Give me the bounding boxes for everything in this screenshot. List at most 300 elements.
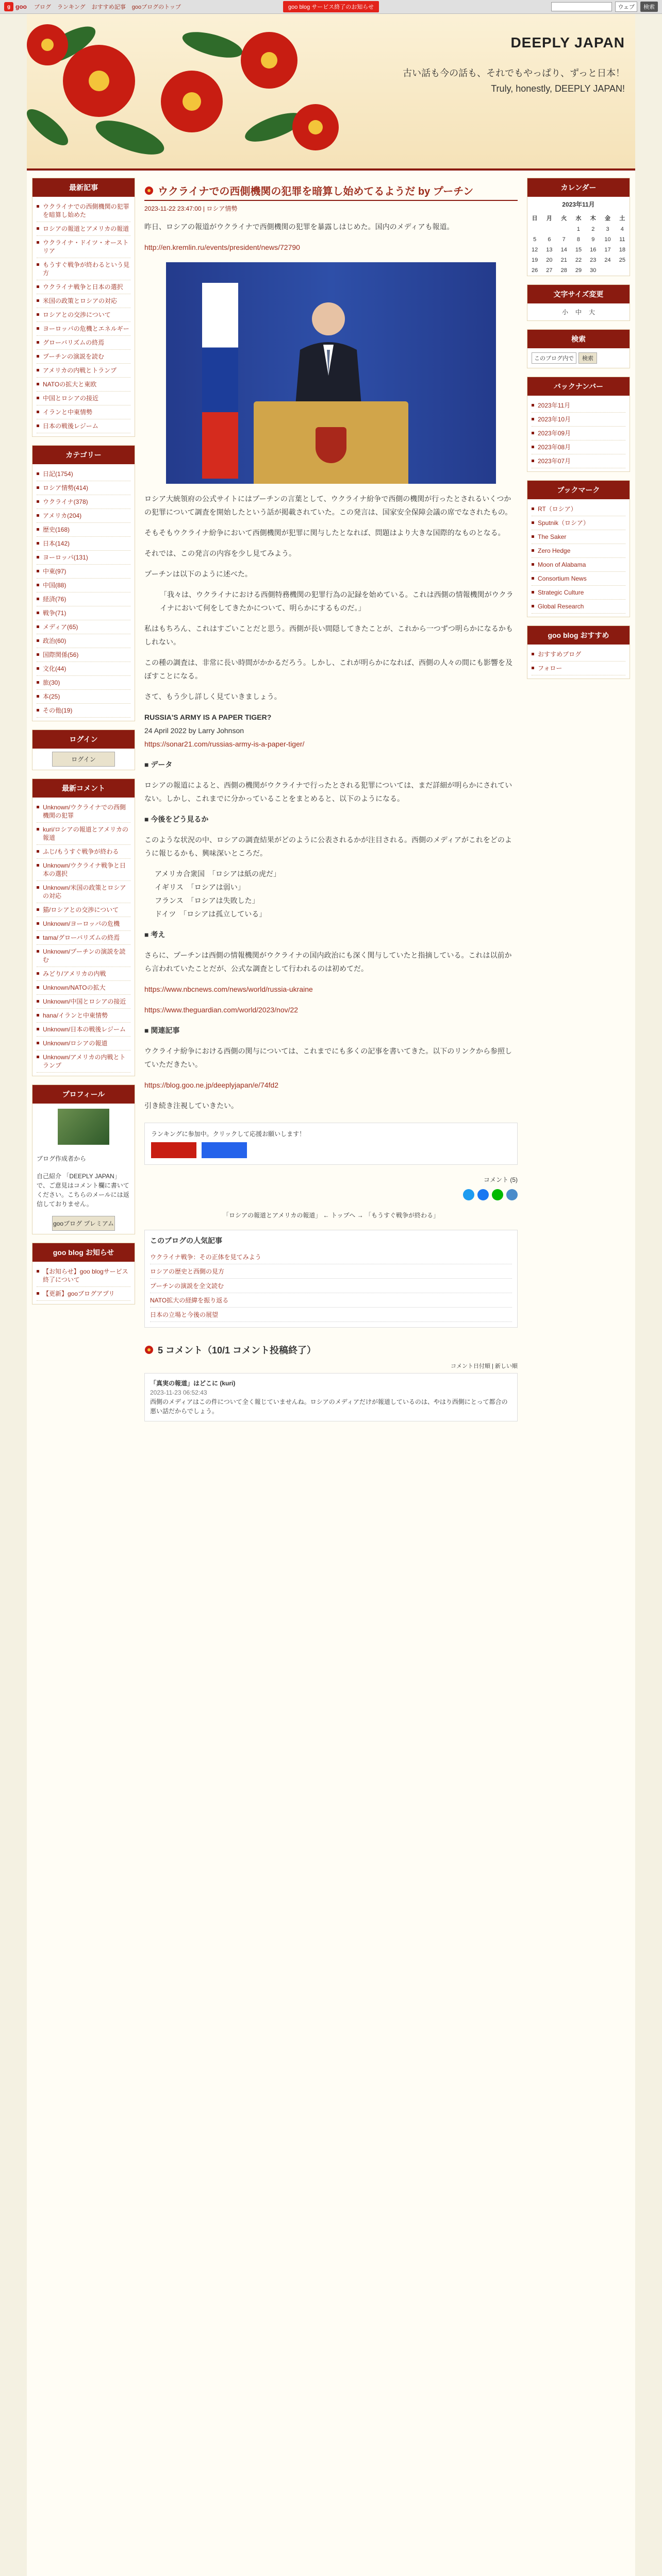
recent-comment-item-link[interactable]: Unknown/プーチンの演説を読む	[43, 948, 126, 963]
share-buttons	[144, 1189, 518, 1200]
recent-post-item[interactable]	[37, 322, 130, 336]
entry-para-1: ロシア大統領府の公式サイトにはプーチンの言葉として、ウクライナ紛争で西側の機関が行ったとされるいくつかの犯罪について調査を開始したという話が掲載されていた。この発言は、国家安全保障会議の席でなされたもの。	[144, 495, 512, 516]
top-nav	[34, 3, 181, 11]
country-list-item: イギリス 「ロシアは弱い」	[155, 883, 245, 891]
recent-post-item[interactable]	[37, 200, 130, 222]
font-size-small[interactable]: 小	[561, 309, 568, 316]
calendar-weekday: 土	[619, 215, 625, 222]
recent-comment-item-link[interactable]: tama/グローバリズムの終焉	[43, 934, 120, 941]
recent-post-item-link[interactable]: NATOの拡大と東欧	[43, 381, 97, 388]
backnumber-heading: バックナンバー	[527, 377, 630, 396]
recent-comment-item[interactable]	[37, 845, 130, 859]
country-list-item: ドイツ 「ロシアは孤立している」	[155, 910, 267, 918]
backnumber-item-link[interactable]: 2023年10月	[538, 416, 571, 423]
recent-post-item[interactable]	[37, 222, 130, 236]
recent-comment-item[interactable]	[37, 995, 130, 1009]
bookmark-item-link[interactable]: The Saker	[538, 533, 567, 540]
twitter-share-icon[interactable]	[463, 1189, 474, 1200]
popular-post-item-link[interactable]: 日本の立場と今後の展望	[150, 1311, 219, 1318]
comments-icon	[144, 1345, 154, 1354]
bookmark-item[interactable]	[532, 544, 625, 558]
prev-next-nav[interactable]: 「ロシアの報道とアメリカの報道」 ← トップへ → 「もうすぐ戦争が終わる」	[223, 1212, 439, 1219]
category-item-link[interactable]: 戦争(71)	[43, 609, 67, 617]
bookmark-item-link[interactable]: Consortium News	[538, 575, 587, 582]
entry-title-link[interactable]: ウクライナでの西側機関の犯罪を暗算し始めてるようだ by プーチン	[158, 186, 474, 197]
calendar-weekday: 火	[561, 215, 567, 222]
popular-posts-list	[150, 1250, 512, 1322]
calendar-day[interactable]: 11	[619, 236, 625, 243]
calendar-weekday: 月	[546, 215, 552, 222]
blog-search-scope[interactable]: このブログ内で	[532, 352, 576, 364]
category-item[interactable]	[37, 565, 130, 579]
follow-box	[527, 625, 630, 679]
comment-author: 「真実の報道」はどこに (kuri)	[150, 1380, 236, 1387]
recent-post-item[interactable]	[37, 258, 130, 280]
recent-post-item[interactable]	[37, 364, 130, 378]
calendar-day[interactable]: 7	[562, 236, 566, 243]
category-item-link[interactable]: 中国(88)	[43, 582, 67, 589]
entry-title	[144, 178, 518, 201]
entry-lead: 昨日、ロシアの報道がウクライナで西側機関の犯罪を暴露しはじめた。国内のメディアも報道。	[144, 223, 454, 231]
entry-para-3: それでは、この発言の内容を少し見てみよう。	[144, 549, 296, 557]
category-item[interactable]	[37, 551, 130, 565]
calendar-day[interactable]: 8	[576, 236, 581, 243]
page-wrapper	[27, 14, 635, 2576]
service-end-notice[interactable]: goo blog サービス終了のお知らせ	[283, 1, 379, 12]
calendar-day[interactable]: 10	[604, 236, 611, 243]
bookmark-item[interactable]	[532, 600, 625, 614]
notice-item[interactable]	[37, 1265, 130, 1287]
bookmark-item-link[interactable]: Global Research	[538, 603, 584, 610]
follow-heading: goo blog おすすめ	[527, 626, 630, 645]
recent-post-item-link[interactable]: 中国とロシアの接近	[43, 395, 99, 402]
popular-post-item[interactable]	[150, 1308, 512, 1322]
goo-logo[interactable]: g goo	[4, 2, 27, 11]
calendar-day	[615, 265, 630, 276]
popular-post-item-link[interactable]: NATO拡大の経緯を振り返る	[150, 1297, 229, 1304]
calendar-day[interactable]: 4	[620, 226, 624, 232]
backnumber-item-link[interactable]: 2023年08月	[538, 444, 571, 451]
bookmark-item-link[interactable]: Strategic Culture	[538, 589, 584, 596]
calendar-weekday: 金	[605, 215, 611, 222]
font-size-medium[interactable]: 中	[575, 309, 582, 316]
bookmark-item-link[interactable]: Moon of Alabama	[538, 561, 586, 568]
category-item-link[interactable]: ヨーロッパ(131)	[43, 554, 88, 561]
backnumber-item-link[interactable]: 2023年09月	[538, 430, 571, 437]
login-button[interactable]: ログイン	[52, 752, 115, 767]
line-share-icon[interactable]	[492, 1189, 503, 1200]
recent-post-item[interactable]	[37, 336, 130, 350]
recent-post-item-link[interactable]: アメリカの内戦とトランプ	[43, 367, 117, 374]
recent-comment-item[interactable]	[37, 801, 130, 823]
bookmark-list	[527, 499, 630, 617]
ranking-banner-block	[144, 1123, 518, 1165]
popular-post-item-link[interactable]: ウクライナ戦争：その正体を見てみよう	[150, 1253, 261, 1261]
recent-comment-item[interactable]	[37, 1037, 130, 1050]
follow-list	[527, 645, 630, 679]
calendar-weekday: 水	[575, 215, 582, 222]
category-heading: カテゴリー	[32, 446, 135, 464]
recent-posts-list	[32, 197, 135, 436]
notice-item-link[interactable]: 【更新】gooブログアプリ	[43, 1290, 115, 1297]
recent-post-item[interactable]	[37, 294, 130, 308]
recent-post-item-link[interactable]: 日本の戦後レジーム	[43, 422, 98, 430]
recent-comment-item-link[interactable]: Unknown/ウクライナでの西側機関の犯罪	[43, 804, 126, 819]
category-item[interactable]	[37, 648, 130, 662]
category-item-link[interactable]: 経済(76)	[43, 596, 67, 603]
notice-list	[32, 1262, 135, 1304]
category-item[interactable]	[37, 509, 130, 523]
recent-comment-item-link[interactable]: Unknown/中国とロシアの接近	[43, 998, 126, 1005]
category-item[interactable]	[37, 704, 130, 718]
follow-item[interactable]	[532, 648, 625, 662]
quote-link[interactable]: https://sonar21.com/russias-army-is-a-paper-tiger/	[144, 740, 305, 748]
section-text-2: このような状況の中、ロシアの調査結果がどのように公表されるかが注目される。西側のメディアがこれをどのように報じるかも、興味深いところだ。	[144, 836, 512, 857]
top-nav-recommend[interactable]: おすすめ記事	[91, 4, 126, 10]
recent-comment-item[interactable]	[37, 917, 130, 931]
left-sidebar	[32, 178, 135, 1421]
calendar-weekday: 日	[532, 215, 538, 222]
blog-premium-link[interactable]: gooブログ プレミアム	[52, 1216, 115, 1231]
calendar-day[interactable]: 24	[604, 257, 611, 263]
notice-item[interactable]	[37, 1287, 130, 1301]
recent-comment-item-link[interactable]: Unknown/アメリカの内戦とトランプ	[43, 1054, 126, 1069]
backnumber-item[interactable]	[532, 454, 625, 468]
popular-posts	[144, 1230, 518, 1328]
category-item-link[interactable]: 文化(44)	[43, 665, 67, 672]
bookmark-item[interactable]	[532, 530, 625, 544]
backnumber-item-link[interactable]: 2023年07月	[538, 457, 571, 465]
recent-comment-item-link[interactable]: Unknown/日本の戦後レジーム	[43, 1026, 126, 1033]
calendar-day[interactable]: 21	[560, 257, 567, 263]
entry-link-guardian[interactable]: https://www.theguardian.com/world/2023/nov/22	[144, 1006, 299, 1014]
calendar-day[interactable]: 1	[576, 226, 581, 232]
calendar-day[interactable]: 26	[532, 267, 538, 274]
recent-comment-item[interactable]	[37, 1023, 130, 1037]
category-item[interactable]	[37, 662, 130, 676]
calendar-day	[527, 224, 542, 234]
category-item[interactable]	[37, 606, 130, 620]
popular-post-item[interactable]	[150, 1264, 512, 1279]
profile-heading: プロフィール	[32, 1085, 135, 1104]
bookmark-item[interactable]	[532, 502, 625, 516]
recent-comment-item[interactable]	[37, 859, 130, 881]
backnumber-box	[527, 377, 630, 472]
blog-description-en: Truly, honestly, DEEPLY JAPAN!	[491, 83, 625, 94]
recent-comment-item[interactable]	[37, 931, 130, 945]
backnumber-item-link[interactable]: 2023年11月	[538, 402, 571, 409]
recent-post-item[interactable]	[37, 419, 130, 433]
font-size-box	[527, 284, 630, 321]
entry-date: 2023-11-22 23:47:00 | ロシア情勢	[144, 205, 238, 212]
bookmark-item[interactable]	[532, 516, 625, 530]
country-list-item: アメリカ合衆国 「ロシアは紙の虎だ」	[155, 870, 281, 878]
backnumber-item[interactable]	[532, 399, 625, 413]
entry-para-2: そもそもウクライナ紛争において西側機関が犯罪に関与したとなれば、問題はより大きな国際的なものとなる。	[144, 529, 505, 537]
category-item-link[interactable]: 旅(30)	[43, 679, 60, 686]
backnumber-list	[527, 396, 630, 471]
calendar-day[interactable]: 18	[619, 247, 625, 253]
profile-image	[58, 1109, 109, 1145]
section-heading-1: ■ データ	[144, 760, 173, 769]
category-item[interactable]	[37, 579, 130, 592]
calendar-heading: カレンダー	[527, 178, 630, 197]
main-content	[141, 178, 521, 1421]
calendar-day[interactable]: 3	[606, 226, 609, 232]
recent-comment-item-link[interactable]: Unknown/NATOの拡大	[43, 984, 106, 991]
profile-text: 自己紹介 「DEEPLY JAPAN」で、ご意見はコメント欄に書いてください。こちらのメールには返信しておりません。	[37, 1173, 129, 1208]
category-item[interactable]	[37, 523, 130, 537]
entry-para-6: 私はもちろん、これはすごいことだと思う。西側が長い間隠してきたことが、これから一つずつ明らかになるかもしれない。	[144, 624, 513, 646]
font-size-large[interactable]: 大	[589, 309, 595, 316]
calendar-weekday: 木	[590, 215, 596, 222]
recent-post-item-link[interactable]: プーチンの演説を読む	[43, 353, 105, 360]
recent-post-item-link[interactable]: ヨーロッパの危機とエネルギー	[43, 325, 129, 332]
category-item[interactable]	[37, 620, 130, 634]
blog-search-heading: 検索	[527, 330, 630, 348]
notice-item-link[interactable]: 【お知らせ】goo blogサービス終了について	[43, 1268, 128, 1283]
bookmark-item-link[interactable]: Sputnik（ロシア）	[538, 519, 590, 527]
recent-comment-item[interactable]	[37, 945, 130, 967]
recent-posts-heading: 最新記事	[32, 178, 135, 197]
notice-heading: goo blog お知らせ	[32, 1243, 135, 1262]
calendar-day[interactable]: 30	[590, 267, 597, 274]
recent-comment-item-link[interactable]: みどり/アメリカの内戦	[43, 970, 106, 977]
recent-post-item-link[interactable]: ロシアとの交渉について	[43, 311, 111, 318]
blog-description-jp: 古い話も今の話も、それでもやっぱり、ずっと日本！	[403, 68, 625, 78]
hatena-share-icon[interactable]	[506, 1189, 518, 1200]
popular-post-item-link[interactable]: ロシアの歴史と西側の見方	[150, 1268, 225, 1275]
top-search-button[interactable]: 検索	[640, 2, 658, 12]
category-box	[32, 445, 135, 721]
recent-post-item-link[interactable]: ウクライナでの西側機関の犯罪を暗算し始めた	[43, 203, 129, 218]
recent-comment-item[interactable]	[37, 1050, 130, 1073]
calendar-day[interactable]: 25	[619, 257, 625, 263]
recent-post-item-link[interactable]: ロシアの報道とアメリカの報道	[43, 225, 129, 232]
bookmark-item-link[interactable]: Zero Hedge	[538, 547, 571, 554]
calendar-table	[527, 212, 630, 276]
calendar-month: 2023年11月	[562, 201, 595, 208]
recent-post-item[interactable]	[37, 378, 130, 392]
recent-post-item[interactable]	[37, 236, 130, 258]
recent-comment-item-link[interactable]: Unknown/ロシアの報道	[43, 1040, 108, 1047]
recent-comment-item-link[interactable]: kuri/ロシアの報道とアメリカの報道	[43, 826, 128, 841]
recent-comment-item[interactable]	[37, 967, 130, 981]
top-nav-top[interactable]: gooブログのトップ	[131, 4, 181, 10]
blog-description	[403, 65, 625, 96]
popular-post-item-link[interactable]: プーチンの演説を全文読む	[150, 1282, 224, 1290]
calendar-day[interactable]: 22	[575, 257, 582, 263]
category-item-link[interactable]: 日本(142)	[43, 540, 70, 547]
calendar-day[interactable]: 27	[546, 267, 553, 274]
entry-link-kremlin[interactable]: http://en.kremlin.ru/events/president/news/72790	[144, 243, 300, 251]
calendar-day	[557, 224, 571, 234]
category-item-link[interactable]: アメリカ(204)	[43, 512, 82, 519]
camellia-flowers-illustration	[27, 14, 357, 168]
recent-post-item-link[interactable]: グローバリズムの終焉	[43, 339, 105, 346]
bookmark-item[interactable]	[532, 586, 625, 600]
category-item-link[interactable]: 本(25)	[43, 693, 60, 700]
russian-emblem	[316, 427, 346, 463]
calendar-day[interactable]: 2	[591, 226, 595, 232]
calendar-day[interactable]: 29	[575, 267, 582, 274]
blog-title[interactable]: DEEPLY JAPAN	[510, 35, 625, 50]
top-search-input[interactable]	[551, 2, 612, 11]
entry-para-4: プーチンは以下のように述べた。	[144, 570, 252, 578]
quote-meta: 24 April 2022 by Larry Johnson	[144, 726, 244, 735]
calendar-day[interactable]: 14	[560, 247, 567, 253]
backnumber-item[interactable]	[532, 427, 625, 440]
calendar-day[interactable]: 23	[590, 257, 597, 263]
category-item-link[interactable]: 中東(97)	[43, 568, 67, 575]
blog-search-button[interactable]: 検索	[578, 352, 597, 364]
top-nav-ranking[interactable]: ランキング	[57, 4, 86, 10]
russian-flag	[202, 283, 238, 479]
comment-text: 西側のメディアはこの件について全く報じていませんね。ロシアのメディアだけが報道しているのは、やはり西側にとって都合の悪い話だからでしょう。	[150, 1398, 508, 1415]
calendar-day[interactable]: 15	[575, 247, 582, 253]
recent-comment-item-link[interactable]: Unknown/米国の政策とロシアの対応	[43, 884, 126, 900]
follow-item-link[interactable]: フォロー	[538, 665, 562, 672]
popular-post-item[interactable]	[150, 1250, 512, 1264]
recent-comment-item-link[interactable]: Unknown/ヨーロッパの危機	[43, 920, 120, 927]
calendar-day[interactable]: 20	[546, 257, 553, 263]
popular-post-item[interactable]	[150, 1279, 512, 1293]
calendar-day[interactable]: 6	[548, 236, 551, 243]
profile-name: ブログ作成者から	[37, 1155, 87, 1162]
section-heading-4: ■ 関連記事	[144, 1026, 180, 1035]
calendar-day[interactable]: 12	[532, 247, 538, 253]
category-item[interactable]	[37, 467, 130, 481]
calendar-day[interactable]: 17	[604, 247, 611, 253]
follow-item-link[interactable]: おすすめブログ	[538, 651, 582, 658]
bookmark-heading: ブックマーク	[527, 481, 630, 499]
recent-post-item-link[interactable]: 米国の政策とロシアの対応	[43, 297, 118, 304]
calendar-box	[527, 178, 630, 276]
blog-header	[27, 14, 635, 171]
recent-comment-item[interactable]	[37, 823, 130, 845]
profile-box	[32, 1084, 135, 1234]
category-item[interactable]	[37, 676, 130, 690]
recent-comment-item-link[interactable]: hana/イランと中東情勢	[43, 1012, 108, 1019]
category-item-link[interactable]: メディア(65)	[43, 623, 78, 631]
backnumber-item[interactable]	[532, 413, 625, 427]
comment-date: 2023-11-23 06:52:43	[150, 1389, 207, 1396]
category-item-link[interactable]: ウクライナ(378)	[43, 498, 88, 505]
recent-post-item-link[interactable]: ウクライナ・ドイツ・オーストリア	[43, 239, 129, 255]
entry-para-5: 「我々は、ウクライナにおける西側特務機関の犯罪行為の記録を始めている。これは西側の情報機関がウクライナにおいて何をしてきたかについて、明らかにするものだ。」	[160, 590, 514, 612]
category-item-link[interactable]: 国際関係(56)	[43, 651, 79, 658]
recent-post-item[interactable]	[37, 405, 130, 419]
entry-closing: 引き続き注視していきたい。	[144, 1101, 238, 1110]
category-item-link[interactable]: ロシア情勢(414)	[43, 484, 89, 492]
category-item[interactable]	[37, 592, 130, 606]
recent-post-item[interactable]	[37, 392, 130, 405]
quote-title: RUSSIA'S ARMY IS A PAPER TIGER?	[144, 713, 272, 721]
login-heading: ログイン	[32, 730, 135, 749]
top-search-scope[interactable]: ウェブ	[615, 2, 637, 12]
category-item[interactable]	[37, 481, 130, 495]
recent-post-item-link[interactable]: イランと中東情勢	[43, 409, 93, 416]
entry-para-8: さて、もう少し詳しく見ていきましょう。	[144, 692, 282, 701]
category-item-link[interactable]: 政治(60)	[43, 637, 67, 645]
calendar-day[interactable]: 13	[546, 247, 553, 253]
content-columns	[27, 171, 635, 1421]
comments-heading	[144, 1343, 518, 1357]
calendar-day[interactable]: 28	[560, 267, 567, 274]
bookmark-item-link[interactable]: RT（ロシア）	[538, 505, 577, 513]
recent-comment-item[interactable]	[37, 903, 130, 917]
entry-link-nbc[interactable]: https://www.nbcnews.com/news/world/russia-ukraine	[144, 985, 313, 993]
calendar-day[interactable]: 9	[591, 236, 595, 243]
section-heading-2: ■ 今後をどう見るか	[144, 815, 209, 823]
recent-post-item[interactable]	[37, 280, 130, 294]
goo-logo-icon: g	[4, 2, 13, 11]
category-item[interactable]	[37, 537, 130, 551]
recent-post-item[interactable]	[37, 308, 130, 322]
follow-item[interactable]	[532, 662, 625, 675]
quote-block	[144, 710, 518, 751]
bookmark-box	[527, 480, 630, 617]
comments-sort[interactable]: コメント日付順 | 新しい順	[451, 1363, 518, 1369]
recent-comments-heading: 最新コメント	[32, 779, 135, 798]
category-item-link[interactable]: その他(19)	[43, 707, 73, 714]
top-nav-blog[interactable]: ブログ	[34, 4, 51, 10]
category-item[interactable]	[37, 634, 130, 648]
recent-comment-item[interactable]	[37, 981, 130, 995]
recent-comment-item[interactable]	[37, 881, 130, 903]
category-item-link[interactable]: 歴史(168)	[43, 526, 70, 533]
facebook-share-icon[interactable]	[477, 1189, 489, 1200]
ranking-banner-2[interactable]	[202, 1142, 247, 1158]
entry-comment-count[interactable]: コメント (5)	[483, 1176, 518, 1183]
recent-comment-item-link[interactable]: 猫/ロシアとの交渉について	[43, 906, 119, 913]
category-item-link[interactable]: 日記(1754)	[43, 470, 73, 478]
recent-post-item-link[interactable]: もうすぐ戦争が終わるという見方	[43, 261, 130, 277]
recent-posts-box	[32, 178, 135, 437]
calendar-day[interactable]: 16	[590, 247, 597, 253]
putin-speech-photo	[166, 262, 496, 484]
calendar-day	[600, 265, 615, 276]
top-search	[551, 2, 658, 12]
font-size-heading: 文字サイズ変更	[527, 285, 630, 303]
speaker-figure	[290, 293, 367, 412]
bookmark-item[interactable]	[532, 558, 625, 572]
entry-para-7: この種の調査は、非常に長い時間がかかるだろう。しかし、これが明らかになれば、西側の人々の間にも影響を及ぼすことになる。	[144, 658, 512, 680]
recent-comment-item-link[interactable]: ふじ/もうすぐ戦争が終わる	[43, 848, 119, 855]
blog-search-box	[527, 329, 630, 368]
section-text-1: ロシアの報道によると、西側の機関がウクライナで行ったとされる犯罪については、まだ詳細が明らかにされていない。しかし、これまでに分かっていることをまとめると、以下のようになる。	[144, 781, 512, 803]
calendar-day[interactable]: 5	[533, 236, 537, 243]
bookmark-item[interactable]	[532, 572, 625, 586]
recent-post-item[interactable]	[37, 350, 130, 364]
category-item[interactable]	[37, 690, 130, 704]
notice-box	[32, 1243, 135, 1304]
popular-post-item[interactable]	[150, 1293, 512, 1308]
popular-posts-heading: このブログの人気記事	[150, 1236, 222, 1245]
comment-item	[144, 1373, 518, 1421]
ranking-banner-1[interactable]	[151, 1142, 196, 1158]
login-box	[32, 730, 135, 770]
entry-body	[144, 220, 518, 1112]
recent-comment-item[interactable]	[37, 1009, 130, 1023]
recent-post-item-link[interactable]: ウクライナ戦争と日本の選択	[43, 283, 123, 291]
category-item[interactable]	[37, 495, 130, 509]
recent-comment-item-link[interactable]: Unknown/ウクライナ戦争と日本の選択	[43, 862, 126, 877]
country-list-item: フランス 「ロシアは失敗した」	[155, 896, 259, 905]
calendar-day[interactable]: 19	[532, 257, 538, 263]
backnumber-item[interactable]	[532, 440, 625, 454]
entry-link-related[interactable]: https://blog.goo.ne.jp/deeplyjapan/e/74fd2	[144, 1081, 278, 1089]
